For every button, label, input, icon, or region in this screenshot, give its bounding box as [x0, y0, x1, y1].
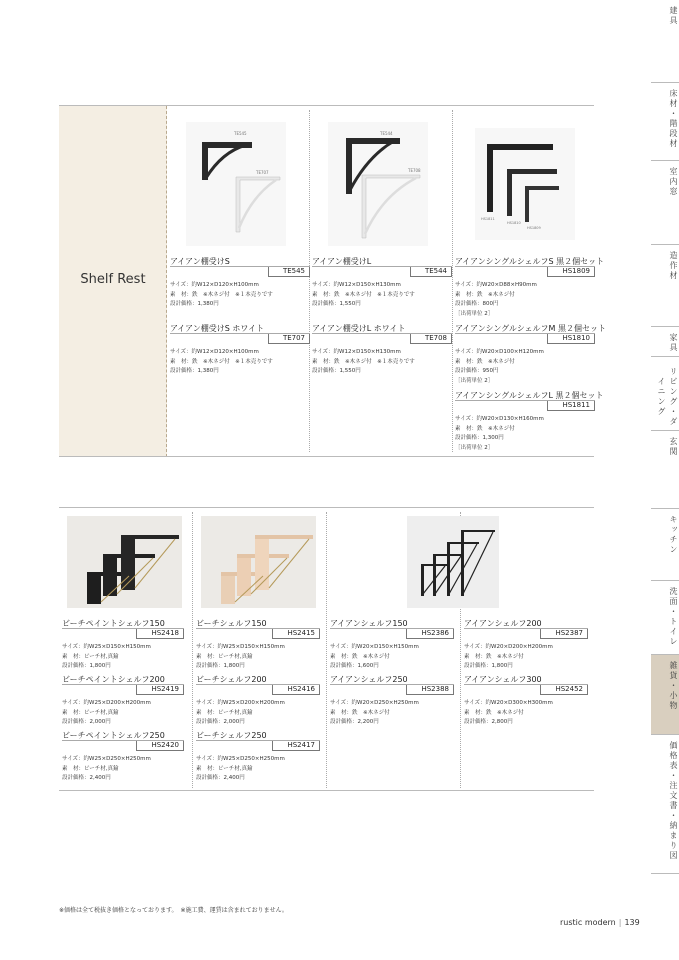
product-code: HS1811	[547, 401, 595, 411]
product-specs: サイズ：約W25×D200×H200mm 素 材：ビーチ材,真鍮 設計価格：2,000円	[62, 700, 151, 725]
side-tab-fittings[interactable]: 建具	[669, 6, 678, 26]
side-tab-furniture[interactable]: 家具	[651, 326, 679, 356]
page-footer: rustic modern | 139	[560, 918, 640, 927]
product-code: HS2420	[136, 741, 184, 751]
product-code: HS1809	[547, 267, 595, 277]
product-name: アイアンシングルシェルフS 黒２個セット	[455, 257, 605, 266]
product-specs: サイズ：約W12×D120×H100mm 素 材：鉄 ※木ネジ付 ※１本売りです 設計価格：1,380円	[170, 282, 273, 307]
product-name: アイアンシェルフ200	[464, 618, 588, 629]
product-name: ビーチシェルフ250	[196, 730, 320, 741]
side-tab-living-dining[interactable]: リビング・ダイニング	[651, 356, 679, 430]
product-item	[312, 323, 452, 374]
product-code: HS2419	[136, 685, 184, 695]
product-specs: サイズ：約W20×D130×H160mm 素 材：鉄 ※木ネジ付 設計価格：1,300円 ［出荷単位 2］	[455, 416, 544, 451]
product-code: HS2417	[272, 741, 320, 751]
side-tab-kitchen[interactable]: キッチン	[651, 508, 679, 580]
product-specs: サイズ：約W20×D300×H300mm 素 材：鉄 ※木ネジ付 設計価格：2,800円	[464, 700, 553, 725]
product-code: HS2387	[540, 629, 588, 639]
product-specs: サイズ：約W20×D100×H120mm 素 材：鉄 ※木ネジ付 設計価格：950円 ［出荷単位 2］	[455, 349, 544, 384]
product-code: HS2386	[406, 629, 454, 639]
column-divider	[192, 512, 193, 788]
product-name: ビーチシェルフ150	[196, 618, 320, 629]
product-specs: サイズ：約W25×D250×H250mm 素 材：ビーチ材,真鍮 設計価格：2,400円	[62, 756, 151, 781]
section-divider	[59, 507, 594, 508]
product-item	[455, 390, 604, 451]
product-specs: サイズ：約W20×D200×H200mm 素 材：鉄 ※木ネジ付 設計価格：1,800円	[464, 644, 553, 669]
product-item	[62, 618, 184, 669]
product-specs: サイズ：約W20×D88×H90mm 素 材：鉄 ※木ネジ付 設計価格：800円 ［出荷単位 2］	[455, 282, 537, 317]
product-specs: サイズ：約W20×D150×H150mm 素 材：鉄 ※木ネジ付 設計価格：1,600円	[330, 644, 419, 669]
product-specs: サイズ：約W12×D150×H130mm 素 材：鉄 ※木ネジ付 ※１本売りです 設計価格：1,550円	[312, 349, 415, 374]
label-te545: TE545	[234, 131, 247, 136]
product-name: アイアンシングルシェルフM 黒２個セット	[455, 324, 607, 333]
product-item	[170, 323, 310, 374]
product-name: ビーチシェルフ200	[196, 674, 320, 685]
product-code: HS2452	[540, 685, 588, 695]
label-te707: TE707	[256, 170, 269, 175]
column-divider	[326, 512, 327, 788]
side-tab-interior-window[interactable]: 室内窓	[651, 160, 679, 244]
category-panel	[59, 106, 167, 457]
product-code: TE544	[410, 267, 452, 277]
product-specs: サイズ：約W25×D150×H150mm 素 材：ビーチ材,真鍮 設計価格：1,800円	[62, 644, 151, 669]
footnote: ※価格は全て税抜き価格となっております。 ※施工費、運賃は含まれておりません。	[59, 907, 288, 914]
label-te544: TE544	[380, 131, 393, 136]
page-number: 139	[624, 918, 640, 927]
product-item	[62, 730, 184, 781]
product-code: HS2416	[272, 685, 320, 695]
section-divider	[59, 790, 594, 791]
side-tab-entrance[interactable]: 玄関	[651, 430, 679, 508]
product-item	[170, 256, 310, 307]
product-specs: サイズ：約W25×D250×H250mm 素 材：ビーチ材,真鍮 設計価格：2,400円	[196, 756, 285, 781]
product-name: ビーチペイントシェルフ250	[62, 730, 184, 741]
product-item	[196, 730, 320, 781]
iron-shelf-image	[407, 516, 499, 608]
section-divider	[59, 456, 594, 457]
category-title: Shelf Rest	[80, 272, 146, 287]
product-specs: サイズ：約W25×D150×H150mm 素 材：ビーチ材,真鍮 設計価格：1,800円	[196, 644, 285, 669]
label-hs1810: HS1810	[507, 221, 521, 225]
product-item	[464, 618, 588, 669]
label-te708: TE708	[408, 168, 421, 173]
product-item	[62, 674, 184, 725]
product-code: TE707	[268, 334, 310, 344]
product-item	[330, 674, 454, 725]
product-name: アイアン棚受けL	[312, 256, 452, 267]
side-tab-flooring[interactable]: 床材・階段材	[651, 82, 679, 160]
product-name: ビーチペイントシェルフ200	[62, 674, 184, 685]
brand-name: rustic modern	[560, 918, 616, 927]
product-name: ビーチペイントシェルフ150	[62, 618, 184, 629]
product-name: アイアン棚受けS ホワイト	[170, 323, 310, 334]
product-name: アイアン棚受けL ホワイト	[312, 323, 452, 334]
product-code: HS2388	[406, 685, 454, 695]
product-specs: サイズ：約W12×D150×H130mm 素 材：鉄 ※木ネジ付 ※１本売りです 設計価格：1,550円	[312, 282, 415, 307]
product-name: アイアンシェルフ250	[330, 674, 454, 685]
product-specs: サイズ：約W25×D200×H200mm 素 材：ビーチ材,真鍮 設計価格：2,000円	[196, 700, 285, 725]
product-item	[330, 618, 454, 669]
product-item	[196, 618, 320, 669]
product-name: アイアンシェルフ150	[330, 618, 454, 629]
product-name: アイアン棚受けS	[170, 256, 310, 267]
product-item	[455, 256, 605, 317]
column-divider	[309, 110, 310, 452]
label-hs1809: HS1809	[527, 226, 541, 230]
side-index	[651, 0, 679, 960]
iron-bracket-s-image	[186, 122, 286, 246]
iron-single-shelf-image	[475, 128, 575, 240]
product-item	[196, 674, 320, 725]
product-item	[312, 256, 452, 307]
product-code: TE545	[268, 267, 310, 277]
product-name: アイアンシェルフ300	[464, 674, 588, 685]
beech-shelf-image	[201, 516, 316, 608]
side-tab-goods[interactable]: 雑貨・小物	[651, 654, 679, 734]
product-specs: サイズ：約W12×D120×H100mm 素 材：鉄 ※木ネジ付 ※１本売りです 設計価格：1,380円	[170, 349, 273, 374]
product-code: HS1810	[547, 334, 595, 344]
side-tab-price-list[interactable]: 価格表・注文書・納まり図	[651, 734, 679, 874]
side-tab-washroom[interactable]: 洗面・トイレ	[651, 580, 679, 654]
product-code: HS2418	[136, 629, 184, 639]
product-name: アイアンシングルシェルフL 黒２個セット	[455, 391, 604, 400]
product-code: HS2415	[272, 629, 320, 639]
beech-paint-shelf-image	[67, 516, 182, 608]
iron-bracket-l-image	[328, 122, 428, 246]
product-specs: サイズ：約W20×D250×H250mm 素 材：鉄 ※木ネジ付 設計価格：2,200円	[330, 700, 419, 725]
product-code: TE708	[410, 334, 452, 344]
product-item	[464, 674, 588, 725]
side-tab-woodwork[interactable]: 造作材	[651, 244, 679, 326]
column-divider	[452, 110, 453, 452]
label-hs1811: HS1811	[481, 217, 495, 221]
product-item	[455, 323, 607, 384]
